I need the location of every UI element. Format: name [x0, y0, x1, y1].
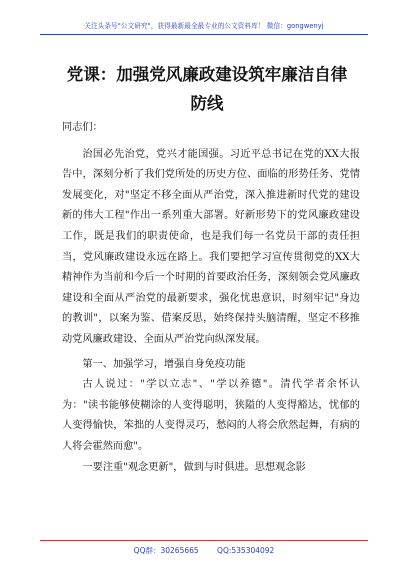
document-title: 党课：加强党风廉政建设筑牢廉洁自律防线 — [66, 65, 348, 113]
footer-qq-group: QQ群：30265665 — [133, 546, 199, 555]
document-body — [62, 118, 360, 478]
section-heading: 第一、加强学习，增强自身免疫功能 — [82, 358, 246, 370]
footer-divider — [40, 540, 368, 541]
salutation: 同志们： — [62, 122, 103, 133]
paragraph-1: 治国必先治党，党兴才能国强。习近平总书记在党的XX大报告中，深刻分析了我们党所处的历史方位、面临的形势任务、党情发展变化，对"坚定不移全面从严治党，深入推进新时代党的建设新的伟大工程"作出一系列重大部署。好新形势下的党风廉政建设工作，既是我们的职责使命，也是我们每一名党员干部的责任担当，党风廉政建设永远在路上。我们要把学习宣传贯彻党的XX大精神作为当前和今后一个时期的首要政治任务，深刻领会党风廉政建设和全面从严治党的最新要求，强化忧患意识，时刻牢记"身边的教训"，以案为鉴、借案反思，始终保持头脑清醒，坚定不移推动党风廉政建设、全面从严治党向纵深发展。 — [62, 148, 360, 345]
paragraph-3: 一要注重"观念更新"，做到与时俱进。思想观念影 — [82, 461, 306, 473]
header-notice: 关注头条号"公文研究"，获得最新最全最专业的公文资料库！ 微信：gongwenyj — [84, 22, 324, 30]
footer-qq: QQ:535304092 — [217, 546, 275, 555]
paragraph-2: 古人说过："学以立志"、"学以养德"。清代学者余怀认为："读书能够使糊涂的人变得聪明，狭隘的人变得豁达，忧郁的人变得愉快，笨拙的人变得灵巧，愁闷的人将会欣然起舞，有病的人将会霍然而愈"。 — [62, 379, 360, 452]
header-divider — [40, 34, 368, 35]
footer — [40, 545, 368, 556]
